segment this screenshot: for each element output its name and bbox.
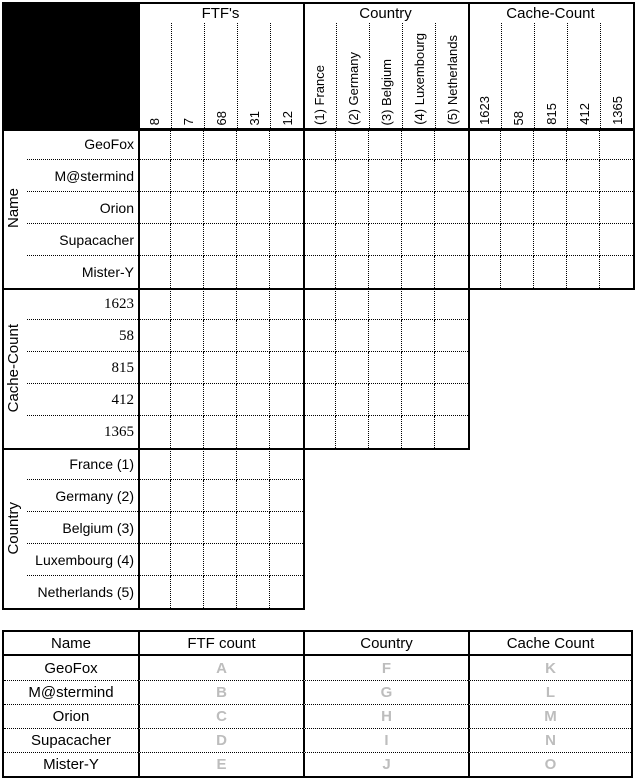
grid-cell	[138, 384, 171, 416]
col-label: 815	[543, 103, 559, 125]
grid-cell	[501, 192, 534, 224]
col-label: (4) Luxembourg	[411, 33, 427, 125]
grid-cell	[204, 256, 237, 288]
answer-placeholder-cell: E	[138, 752, 303, 776]
row-label: 1365	[104, 424, 134, 440]
grid-cell	[435, 320, 468, 352]
col-label: (1) France	[312, 65, 327, 125]
grid-cell	[138, 160, 171, 192]
row-label: Mister-Y	[81, 264, 134, 280]
grid-cell	[171, 512, 204, 544]
col-label-cell	[435, 23, 468, 128]
grid-cell	[369, 256, 402, 288]
grid-cell	[138, 128, 171, 160]
grid-cell	[534, 256, 567, 288]
grid-cell	[270, 480, 303, 512]
row-label: Orion	[27, 192, 138, 224]
grid-cell	[204, 352, 237, 384]
grid-cell	[468, 256, 501, 288]
answer-name-cell: Supacacher	[4, 728, 138, 752]
grid-cell	[138, 512, 171, 544]
row-group-title: Country	[5, 501, 22, 555]
grid-cell	[270, 192, 303, 224]
grid-cell	[270, 256, 303, 288]
col-label-cell	[303, 23, 336, 128]
grid-cell	[138, 192, 171, 224]
grid-cell	[336, 288, 369, 320]
col-label-cell	[468, 23, 501, 128]
answer-placeholder-cell: I	[303, 728, 468, 752]
grid-cell	[336, 256, 369, 288]
row-label-list	[27, 128, 138, 288]
grid-cell	[567, 160, 600, 192]
grid-cell	[600, 128, 633, 160]
grid-cell	[303, 416, 336, 448]
col-label: 31	[246, 110, 262, 125]
row-label: Germany (2)	[27, 480, 138, 512]
grid-cell	[270, 384, 303, 416]
grid-cell	[468, 128, 501, 160]
grid-cell	[402, 288, 435, 320]
grid-cell	[204, 128, 237, 160]
grid-block	[303, 128, 468, 288]
grid-cell	[402, 160, 435, 192]
grid-cell	[468, 224, 501, 256]
grid-cell	[171, 480, 204, 512]
grid-cell	[138, 224, 171, 256]
grid-border-line	[2, 448, 470, 450]
col-label-cell	[600, 23, 633, 128]
row-label: Luxembourg (4)	[27, 544, 138, 576]
grid-cell	[303, 288, 336, 320]
row-label-list	[27, 448, 138, 608]
grid-cell	[369, 320, 402, 352]
grid-cell	[270, 416, 303, 448]
grid-cell	[171, 224, 204, 256]
grid-cell	[435, 352, 468, 384]
row-group-labels	[2, 448, 138, 608]
grid-cell	[270, 320, 303, 352]
answer-placeholder-cell: M	[468, 704, 631, 728]
grid-cell	[204, 320, 237, 352]
answer-header-cell: Country	[303, 632, 468, 656]
grid-cell	[336, 192, 369, 224]
row-group-labels	[2, 128, 138, 288]
col-group-title: FTF's	[201, 5, 240, 22]
row-label: 412	[27, 384, 138, 416]
answer-table	[2, 630, 633, 778]
grid-cell	[336, 384, 369, 416]
grid-cell	[204, 448, 237, 480]
grid-cell	[534, 192, 567, 224]
col-label-cell	[270, 23, 303, 128]
grid-cell	[138, 480, 171, 512]
grid-cell	[435, 160, 468, 192]
grid-cell	[567, 256, 600, 288]
answer-name-cell: Orion	[4, 704, 138, 728]
answer-placeholder-cell: F	[303, 656, 468, 680]
row-label: Supacacher	[27, 224, 138, 256]
grid-cell	[369, 352, 402, 384]
grid-cell	[369, 384, 402, 416]
grid-cell	[204, 384, 237, 416]
grid-cell	[171, 576, 204, 608]
col-label: 7	[180, 117, 196, 125]
grid-cell	[600, 256, 633, 288]
grid-cell	[402, 128, 435, 160]
grid-cell	[237, 352, 270, 384]
answer-placeholder-cell: L	[468, 680, 631, 704]
grid-cell	[237, 576, 270, 608]
col-label-cell	[534, 23, 567, 128]
col-label-cell	[204, 23, 237, 128]
grid-cell	[204, 416, 237, 448]
grid-cell	[237, 448, 270, 480]
grid-cell	[270, 224, 303, 256]
grid-cell	[501, 224, 534, 256]
grid-cell	[237, 480, 270, 512]
grid-cell	[270, 512, 303, 544]
row-label: Netherlands (5)	[37, 584, 134, 600]
row-group-title-wrap	[5, 288, 22, 448]
col-label: 12	[279, 110, 295, 125]
grid-cell	[204, 288, 237, 320]
grid-cell	[369, 288, 402, 320]
col-group-header	[138, 2, 303, 128]
col-group-title: Cache-Count	[506, 5, 595, 22]
col-label-cell	[237, 23, 270, 128]
col-label-cell	[567, 23, 600, 128]
grid-cell	[435, 288, 468, 320]
row-label-list	[27, 288, 138, 448]
grid-cell	[270, 160, 303, 192]
answer-placeholder-cell: O	[468, 752, 631, 776]
grid-border-line	[2, 128, 635, 131]
corner-block	[2, 2, 138, 128]
grid-cell	[435, 256, 468, 288]
col-label-cell	[171, 23, 204, 128]
grid-cell	[303, 384, 336, 416]
grid-cell	[303, 160, 336, 192]
grid-cell	[204, 544, 237, 576]
grid-cell	[204, 480, 237, 512]
grid-cell	[402, 352, 435, 384]
grid-cell	[204, 224, 237, 256]
answer-placeholder-cell: G	[303, 680, 468, 704]
grid-cell	[138, 576, 171, 608]
grid-cell	[303, 256, 336, 288]
grid-cell	[336, 224, 369, 256]
col-group-header	[468, 2, 633, 128]
grid-block	[468, 128, 633, 288]
grid-cell	[270, 576, 303, 608]
grid-cell	[138, 320, 171, 352]
grid-cell	[204, 512, 237, 544]
grid-cell	[171, 352, 204, 384]
grid-cell	[237, 416, 270, 448]
grid-cell	[171, 320, 204, 352]
grid-cell	[138, 544, 171, 576]
grid-cell	[138, 256, 171, 288]
grid-cell	[369, 160, 402, 192]
grid-cell	[369, 128, 402, 160]
col-label: (2) Germany	[345, 52, 361, 125]
grid-cell	[468, 160, 501, 192]
grid-cell	[237, 512, 270, 544]
grid-cell	[237, 192, 270, 224]
grid-border-line	[138, 2, 140, 610]
col-label: 1623	[477, 96, 492, 125]
answer-header-cell: Name	[4, 632, 138, 656]
grid-cell	[237, 384, 270, 416]
col-label: 8	[147, 117, 162, 125]
grid-cell	[567, 128, 600, 160]
grid-cell	[303, 320, 336, 352]
grid-cell	[501, 160, 534, 192]
grid-cell	[303, 224, 336, 256]
answer-placeholder-cell: B	[138, 680, 303, 704]
col-group-header	[303, 2, 468, 128]
grid-cell	[600, 160, 633, 192]
answer-placeholder-cell: D	[138, 728, 303, 752]
grid-cell	[336, 416, 369, 448]
row-label: 1623	[27, 288, 138, 320]
grid-cell	[303, 128, 336, 160]
grid-cell	[171, 384, 204, 416]
grid-cell	[336, 160, 369, 192]
grid-cell	[600, 192, 633, 224]
grid-cell	[435, 224, 468, 256]
grid-cell	[138, 448, 171, 480]
grid-cell	[435, 192, 468, 224]
answer-name-cell: M@stermind	[4, 680, 138, 704]
grid-cell	[402, 384, 435, 416]
grid-block	[138, 128, 303, 288]
grid-cell	[237, 160, 270, 192]
grid-border-line	[468, 2, 470, 450]
grid-cell	[204, 160, 237, 192]
grid-cell	[402, 192, 435, 224]
grid-cell	[138, 352, 171, 384]
row-label: France (1)	[27, 448, 138, 480]
grid-cell	[369, 224, 402, 256]
col-label: 1365	[609, 96, 625, 125]
grid-cell	[270, 544, 303, 576]
grid-cell	[534, 128, 567, 160]
grid-cell	[270, 352, 303, 384]
row-group-title-wrap	[5, 128, 22, 288]
col-label-cell	[138, 23, 171, 128]
grid-cell	[171, 192, 204, 224]
grid-cell	[567, 224, 600, 256]
col-group-title: Country	[359, 5, 412, 22]
grid-cell	[171, 256, 204, 288]
row-group-labels	[2, 288, 138, 448]
grid-cell	[402, 416, 435, 448]
grid-block	[303, 288, 468, 448]
row-label: GeoFox	[27, 128, 138, 160]
row-group-title: Cache-Count	[5, 323, 22, 413]
answer-name-cell: GeoFox	[44, 659, 98, 677]
answer-placeholder-cell: N	[468, 728, 631, 752]
col-label-cell	[402, 23, 435, 128]
grid-cell	[303, 352, 336, 384]
answer-name-cell: Mister-Y	[4, 752, 138, 776]
grid-border-line	[2, 2, 4, 610]
grid-cell	[270, 128, 303, 160]
row-label: 815	[27, 352, 138, 384]
row-group-title: Name	[5, 187, 22, 228]
col-label: 58	[510, 110, 526, 125]
grid-cell	[237, 224, 270, 256]
grid-cell	[171, 448, 204, 480]
answer-placeholder-cell: C	[138, 704, 303, 728]
col-label: (3) Belgium	[378, 58, 394, 125]
grid-cell	[171, 288, 204, 320]
grid-border-line	[2, 2, 635, 4]
grid-cell	[270, 288, 303, 320]
grid-cell	[402, 256, 435, 288]
answer-placeholder-cell: H	[303, 704, 468, 728]
grid-cell	[369, 416, 402, 448]
grid-cell	[237, 320, 270, 352]
grid-cell	[534, 160, 567, 192]
answer-placeholder-cell: K	[468, 656, 631, 680]
row-label: 58	[27, 320, 138, 352]
grid-cell	[270, 448, 303, 480]
grid-cell	[501, 128, 534, 160]
row-label: M@stermind	[27, 160, 138, 192]
col-label-cell	[336, 23, 369, 128]
row-group-title-wrap	[5, 448, 22, 608]
grid-cell	[303, 192, 336, 224]
grid-cell	[501, 256, 534, 288]
grid-cell	[336, 352, 369, 384]
grid-cell	[435, 128, 468, 160]
row-label: Belgium (3)	[27, 512, 138, 544]
answer-header-cell: Cache Count	[468, 632, 631, 656]
grid-cell	[204, 576, 237, 608]
grid-cell	[369, 192, 402, 224]
grid-cell	[171, 128, 204, 160]
grid-border-line	[2, 608, 305, 610]
col-label-cell	[501, 23, 534, 128]
grid-border-line	[2, 288, 635, 290]
grid-cell	[600, 224, 633, 256]
col-label: (5) Netherlands	[444, 35, 460, 125]
grid-cell	[237, 544, 270, 576]
grid-cell	[336, 128, 369, 160]
grid-cell	[171, 160, 204, 192]
grid-cell	[402, 320, 435, 352]
grid-cell	[171, 416, 204, 448]
grid-cell	[237, 128, 270, 160]
grid-cell	[237, 256, 270, 288]
grid-block	[138, 288, 303, 448]
grid-border-line	[633, 2, 635, 290]
col-label: 412	[576, 103, 592, 125]
grid-cell	[534, 224, 567, 256]
grid-cell	[468, 192, 501, 224]
answer-placeholder-cell: J	[303, 752, 468, 776]
grid-cell	[204, 192, 237, 224]
col-label: 68	[213, 110, 229, 125]
grid-cell	[435, 384, 468, 416]
answer-header-cell: FTF count	[138, 632, 303, 656]
grid-cell	[171, 544, 204, 576]
grid-cell	[237, 288, 270, 320]
grid-cell	[567, 192, 600, 224]
grid-cell	[138, 288, 171, 320]
grid-cell	[435, 416, 468, 448]
grid-cell	[402, 224, 435, 256]
col-label-cell	[369, 23, 402, 128]
grid-block	[138, 448, 303, 608]
grid-cell	[138, 416, 171, 448]
answer-placeholder-cell: A	[138, 656, 303, 680]
grid-border-line	[303, 2, 305, 610]
grid-cell	[336, 320, 369, 352]
